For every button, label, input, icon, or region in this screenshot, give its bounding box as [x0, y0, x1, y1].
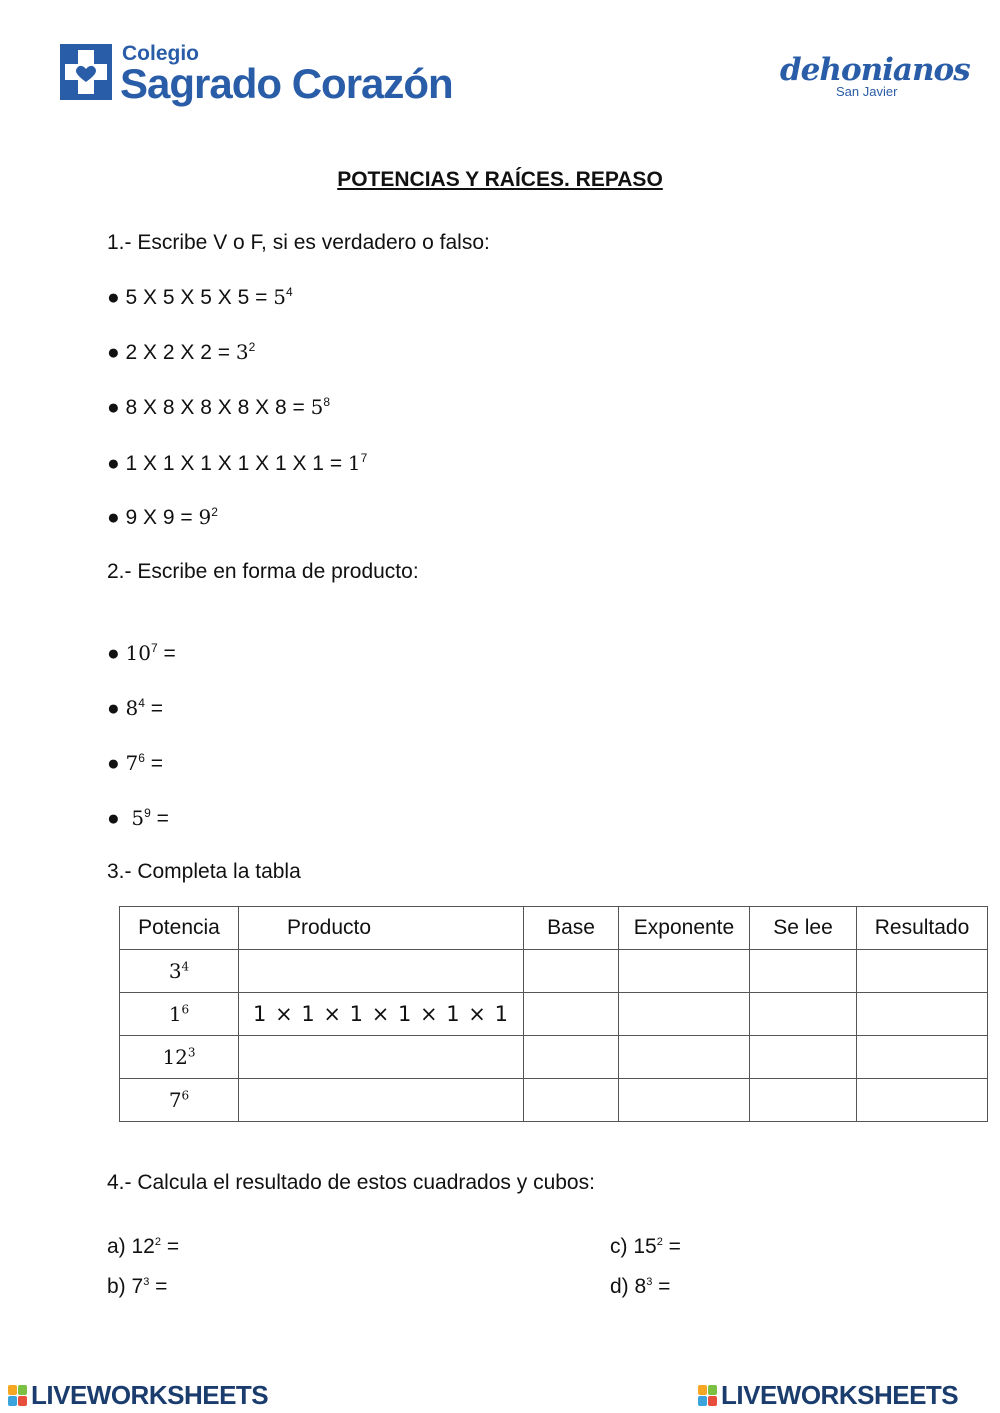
section2-item — [107, 806, 169, 831]
section3-heading: 3.- Completa la tabla — [107, 860, 301, 883]
table-header-row — [120, 907, 988, 950]
bullet: ● — [107, 452, 120, 475]
school-logo — [60, 42, 460, 112]
equals-sign: = — [144, 697, 164, 720]
bullet: ● — [107, 341, 120, 364]
cell-producto[interactable] — [239, 1079, 524, 1122]
power-base: 8 — [125, 696, 139, 720]
expression: 9 X 9 = — [125, 506, 199, 529]
liveworksheets-text: LIVEWORKSHEETS — [721, 1380, 959, 1410]
power-base: 7 — [125, 751, 139, 775]
header-se-lee: Se lee — [750, 907, 857, 950]
cell-base[interactable] — [524, 1079, 619, 1122]
power-exponent: 6 — [138, 751, 145, 765]
section1-item — [107, 285, 293, 310]
section4-item-a — [107, 1235, 179, 1259]
item-label: a) 12 — [107, 1235, 155, 1258]
table-row — [120, 1036, 988, 1079]
dehonianos-logo — [780, 52, 970, 102]
page-title: POTENCIAS Y RAÍCES. REPASO — [337, 168, 663, 191]
item-label: c) 15 — [610, 1235, 657, 1258]
cell-se-lee[interactable] — [750, 1036, 857, 1079]
table-row — [120, 993, 988, 1036]
power-base: 1 — [168, 1002, 182, 1026]
power-exponent: 2 — [248, 340, 256, 354]
expression: 8 X 8 X 8 X 8 X 8 = — [125, 396, 311, 419]
section4-item-b — [107, 1275, 167, 1299]
cell-se-lee[interactable] — [750, 1079, 857, 1122]
header-producto: Producto — [239, 907, 524, 950]
cell-se-lee[interactable] — [750, 950, 857, 993]
liveworksheets-icon — [698, 1385, 718, 1407]
power-base: 1 — [347, 451, 361, 475]
power-exponent: 6 — [181, 1002, 190, 1017]
power-base: 7 — [168, 1088, 182, 1112]
section1-item — [107, 340, 255, 365]
cell-exponente[interactable] — [619, 950, 750, 993]
table-row — [120, 1079, 988, 1122]
equals-sign: = — [149, 1275, 168, 1298]
cell-resultado[interactable] — [857, 1036, 988, 1079]
logo-colegio-text: Colegio — [122, 42, 199, 65]
bullet: ● — [107, 642, 120, 665]
equals-sign: = — [157, 642, 176, 665]
power-base: 5 — [273, 285, 286, 309]
cell-resultado[interactable] — [857, 950, 988, 993]
power-exponent: 4 — [285, 285, 293, 299]
equals-sign: = — [662, 1235, 681, 1258]
bullet: ● — [107, 807, 120, 830]
power-exponent: 7 — [360, 451, 368, 465]
header-potencia: Potencia — [120, 907, 239, 950]
cell-resultado[interactable] — [857, 1079, 988, 1122]
cell-potencia — [120, 993, 239, 1036]
bullet: ● — [107, 506, 120, 529]
equals-sign: = — [161, 1235, 180, 1258]
power-exponent: 2 — [211, 505, 218, 519]
powers-table — [119, 906, 988, 1122]
bullet: ● — [107, 697, 120, 720]
equals-sign: = — [144, 752, 164, 775]
power-exponent: 4 — [138, 696, 145, 710]
header-resultado: Resultado — [857, 907, 988, 950]
power-exponent: 7 — [150, 641, 158, 655]
bullet: ● — [107, 752, 120, 775]
liveworksheets-icon — [8, 1385, 28, 1407]
dehonianos-text: dehonianos — [780, 52, 970, 88]
section1-item — [107, 451, 367, 476]
section4-heading: 4.- Calcula el resultado de estos cuadrados y cubos: — [107, 1171, 595, 1194]
logo-school-name: Sagrado Corazón — [120, 60, 453, 107]
equals-sign: = — [652, 1275, 671, 1298]
header-exponente: Exponente — [619, 907, 750, 950]
header-base: Base — [524, 907, 619, 950]
cell-producto[interactable] — [239, 950, 524, 993]
cell-base[interactable] — [524, 950, 619, 993]
item-exponent: 3 — [143, 1276, 150, 1288]
cell-potencia — [120, 1079, 239, 1122]
item-exponent: 2 — [656, 1236, 663, 1248]
section1-item — [107, 505, 218, 530]
section2-heading: 2.- Escribe en forma de producto: — [107, 560, 419, 583]
cell-producto[interactable] — [239, 1036, 524, 1079]
power-base: 3 — [235, 340, 249, 364]
cell-potencia — [120, 950, 239, 993]
section1-item — [107, 395, 330, 420]
power-exponent: 8 — [323, 395, 330, 409]
cell-potencia — [120, 1036, 239, 1079]
power-exponent: 3 — [187, 1045, 196, 1060]
section1-heading: 1.- Escribe V o F, si es verdadero o falso: — [107, 231, 490, 254]
table-row — [120, 950, 988, 993]
section2-item — [107, 751, 163, 776]
power-base: 9 — [198, 505, 212, 529]
liveworksheets-watermark-left — [8, 1380, 268, 1411]
expression: 5 X 5 X 5 X 5 = — [125, 286, 274, 309]
item-label: d) 8 — [610, 1275, 647, 1298]
cell-base[interactable] — [524, 1036, 619, 1079]
power-base: 5 — [131, 806, 145, 830]
section2-item — [107, 641, 176, 666]
cell-se-lee[interactable] — [750, 993, 857, 1036]
power-exponent: 6 — [181, 1088, 190, 1103]
item-exponent: 2 — [154, 1236, 161, 1248]
expression: 2 X 2 X 2 = — [125, 341, 236, 364]
heart-cross-icon — [60, 44, 112, 100]
cell-producto: 1 × 1 × 1 × 1 × 1 × 1 — [239, 993, 524, 1036]
cell-base[interactable] — [524, 993, 619, 1036]
power-base: 3 — [168, 959, 182, 983]
liveworksheets-text: LIVEWORKSHEETS — [31, 1380, 269, 1410]
item-exponent: 3 — [646, 1276, 653, 1288]
cell-exponente[interactable] — [619, 1079, 750, 1122]
item-label: b) 7 — [107, 1275, 144, 1298]
cell-exponente[interactable] — [619, 993, 750, 1036]
power-base: 5 — [310, 395, 324, 419]
power-exponent: 4 — [181, 959, 190, 974]
power-base: 12 — [162, 1045, 188, 1069]
section4-item-d — [610, 1275, 670, 1299]
dehonianos-subtext: San Javier — [836, 84, 898, 99]
bullet: ● — [107, 286, 120, 309]
cell-exponente[interactable] — [619, 1036, 750, 1079]
power-base: 10 — [125, 641, 151, 665]
expression: 1 X 1 X 1 X 1 X 1 X 1 = — [125, 452, 348, 475]
section4-item-c — [610, 1235, 681, 1259]
section2-item — [107, 696, 163, 721]
cell-resultado[interactable] — [857, 993, 988, 1036]
equals-sign: = — [150, 807, 169, 830]
bullet: ● — [107, 396, 120, 419]
liveworksheets-watermark-right — [698, 1380, 958, 1411]
power-exponent: 9 — [144, 806, 151, 820]
